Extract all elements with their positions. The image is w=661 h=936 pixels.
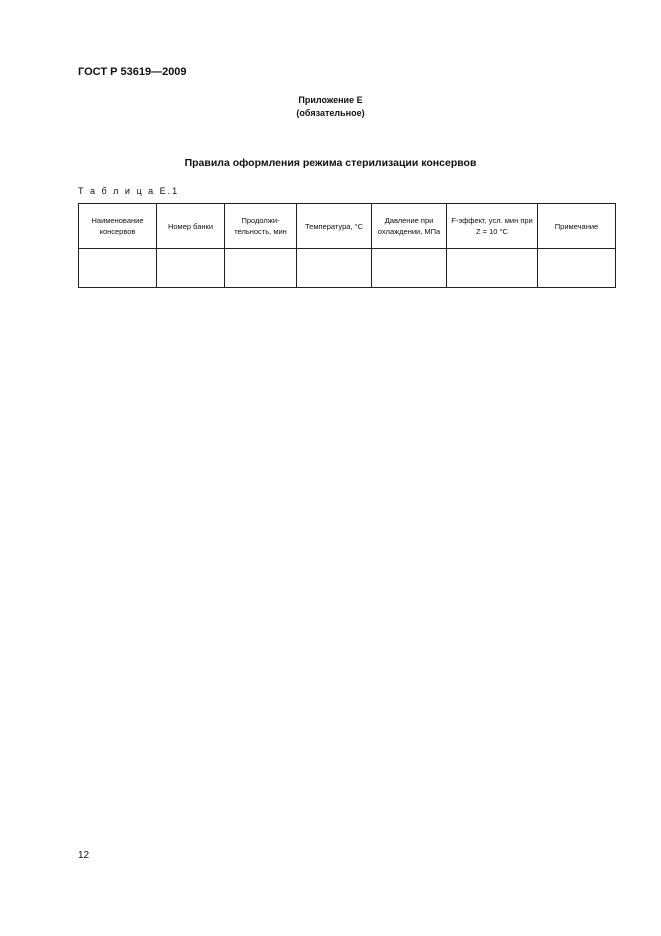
column-header-temperature: Температура, °С [297,204,372,249]
table-cell [372,249,447,288]
column-header-product-name: Наименование консервов [79,204,157,249]
appendix-status: (обязательное) [296,108,365,118]
sterilization-table [78,203,616,288]
document-code: ГОСТ Р 53619—2009 [78,66,187,78]
column-header-duration: Продолжи-тельность, мин [225,204,297,249]
column-header-cooling-pressure: Давление при охлаждении, МПа [372,204,447,249]
section-title: Правила оформления режима стерилизации консервов [184,157,477,169]
table-cell [297,249,372,288]
appendix-heading [0,94,661,120]
table-cell [79,249,157,288]
column-header-f-effect: F-эффект, усл. мин при Z = 10 °С [447,204,538,249]
table-cell [225,249,297,288]
table-header-row [79,204,616,249]
table-cell [157,249,225,288]
table-cell [538,249,616,288]
page-number: 12 [78,850,90,861]
table-cell [447,249,538,288]
column-header-can-number: Номер банки [157,204,225,249]
appendix-title: Приложение Е [298,95,363,105]
column-header-note: Примечание [538,204,616,249]
table-row [79,249,616,288]
table-caption: Т а б л и ц а Е.1 [78,186,180,196]
